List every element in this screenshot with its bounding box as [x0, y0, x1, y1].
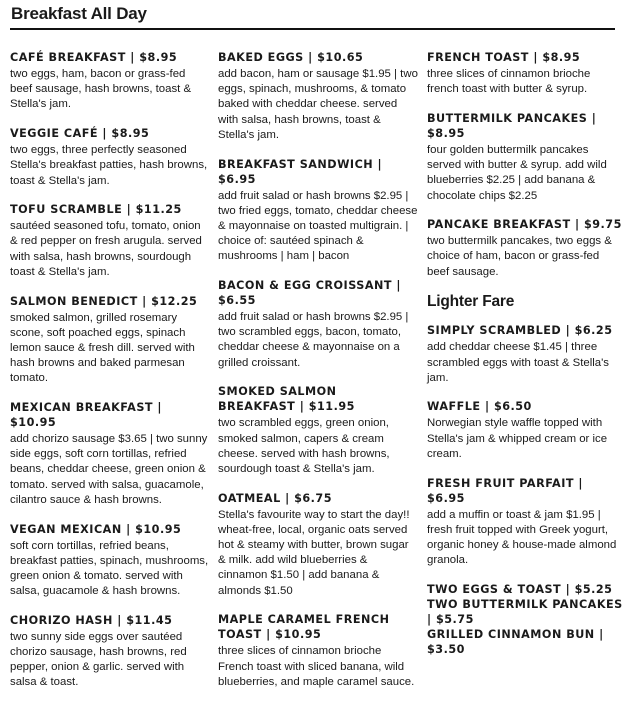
menu-item — [427, 217, 623, 280]
menu-item — [10, 50, 210, 113]
item-name-line: FRESH FRUIT PARFAIT | $6.95 — [427, 476, 583, 505]
menu-item — [427, 50, 623, 97]
item-description: two eggs, ham, bacon or grass-fed beef sausage, hash browns, toast & Stella's jam. — [10, 68, 192, 111]
menu-item — [10, 400, 210, 508]
item-name: SMOKED SALMON BREAKFAST — [218, 385, 337, 414]
item-name-line: PANCAKE BREAKFAST | $9.75 — [427, 218, 622, 232]
item-name: SIMPLY SCRAMBLED — [427, 324, 562, 338]
item-name: FRESH FRUIT PARFAIT — [427, 476, 574, 490]
item-price: $10.95 — [10, 416, 57, 430]
menu-item — [218, 491, 418, 599]
item-description: three slices of cinnamon brioche french toast with butter & syrup. — [427, 68, 591, 96]
menu-item — [218, 384, 418, 477]
item-name: BREAKFAST SANDWICH — [218, 157, 374, 171]
section-title-lighter-fare: Lighter Fare — [427, 293, 515, 311]
item-price: $5.25 — [574, 582, 613, 596]
item-description: three slices of cinnamon brioche French toast with sliced banana, wild blueberries, and maple caramel sauce. — [218, 645, 415, 688]
menu-item — [10, 522, 210, 600]
item-name-line: SALMON BENEDICT | $12.25 — [10, 294, 198, 308]
item-name: OATMEAL — [218, 491, 281, 505]
menu-item — [10, 294, 210, 387]
item-name-line: SIMPLY SCRAMBLED | $6.25 — [427, 324, 613, 338]
menu-column-3 — [427, 50, 623, 657]
menu-item — [218, 50, 418, 143]
item-name-line: BACON & EGG CROISSANT | $6.55 — [218, 279, 401, 308]
item-name: WAFFLE — [427, 400, 481, 414]
item-description: add bacon, ham or sausage $1.95 | two eggs, spinach, mushrooms, & tomato baked with cheddar cheese. served with salsa, hash browns, toast & Stella's jam. — [218, 68, 418, 141]
item-name: VEGGIE CAFÉ — [10, 127, 99, 141]
item-price: $11.95 — [308, 400, 355, 414]
item-name: BUTTERMILK PANCAKES — [427, 111, 588, 125]
menu-item — [427, 111, 623, 204]
item-price: $5.75 — [435, 612, 474, 626]
item-price: $9.75 — [583, 218, 622, 232]
item-price: $12.25 — [151, 294, 198, 308]
item-name-line: MEXICAN BREAKFAST | $10.95 — [10, 401, 162, 430]
item-name: SALMON BENEDICT — [10, 294, 138, 308]
item-description: two eggs, three perfectly seasoned Stella's breakfast patties, hash browns, toast & Stella's jam. — [10, 144, 208, 187]
item-description: Norwegian style waffle topped with Stella's jam & whipped cream or ice cream. — [427, 417, 608, 460]
item-description: add cheddar cheese $1.45 | three scrambled eggs with toast & Stella's jam. — [427, 341, 609, 384]
menu-item — [10, 613, 210, 691]
item-name-line: VEGGIE CAFÉ | $8.95 — [10, 127, 150, 141]
item-name-line: BUTTERMILK PANCAKES | $8.95 — [427, 111, 597, 140]
item-name-line: TOFU SCRAMBLE | $11.25 — [10, 203, 182, 217]
item-name-line: SMOKED SALMON BREAKFAST | $11.95 — [218, 385, 355, 414]
item-name-line: FRENCH TOAST | $8.95 — [427, 51, 581, 64]
item-description: add fruit salad or hash browns $2.95 | two scrambled eggs, bacon, tomato, cheddar cheese & mayonnaise on a grilled croissant. — [218, 311, 409, 369]
item-name: TWO BUTTERMILK PANCAKES — [427, 597, 623, 611]
item-description: sautéed seasoned tofu, tomato, onion & red pepper on fresh arugula. served with salsa, hash browns, sourdough toast & Stella's jam. — [10, 220, 202, 278]
item-name: MAPLE CARAMEL FRENCH TOAST — [218, 613, 390, 642]
item-name-line: MAPLE CARAMEL FRENCH TOAST | $10.95 — [218, 613, 390, 642]
item-description: Stella's favourite way to start the day!! wheat-free, local, organic oats served hot & steamy with butter, brown sugar & milk. add wild blueberries & cinnamon $1.50 | add banana & almonds $1.50 — [218, 508, 410, 597]
menu-column-1 — [10, 50, 210, 704]
item-price: $8.95 — [542, 51, 581, 64]
item-description: two buttermilk pancakes, two eggs & choice of ham, bacon or grass-fed beef sausage. — [427, 235, 612, 278]
menu-item — [10, 202, 210, 280]
item-name: GRILLED CINNAMON BUN — [427, 627, 595, 641]
menu-item — [427, 476, 623, 569]
item-name-line: BREAKFAST SANDWICH | $6.95 — [218, 157, 383, 186]
item-name: CAFÉ BREAKFAST — [10, 51, 126, 64]
item-price: $11.45 — [126, 613, 173, 627]
item-price: $10.65 — [317, 51, 364, 64]
item-price: $6.75 — [294, 491, 332, 505]
combo-item: TWO EGGS & TOAST | $5.25 — [427, 582, 613, 596]
menu-column-2 — [218, 50, 418, 703]
item-name: PANCAKE BREAKFAST — [427, 218, 571, 232]
item-name-line: VEGAN MEXICAN | $10.95 — [10, 522, 182, 536]
item-description: two scrambled eggs, green onion, smoked salmon, capers & cream cheese. served with hash browns, sourdough toast & Stella's jam. — [218, 417, 390, 475]
item-name: BAKED EGGS — [218, 51, 304, 64]
item-description: add chorizo sausage $3.65 | two sunny side eggs, soft corn tortillas, refried beans, cheddar cheese, green onion & tomato. served with salsa, guacamole, cilantro sauce & hash browns. — [10, 433, 208, 506]
item-name: TOFU SCRAMBLE — [10, 203, 123, 217]
combo-item: GRILLED CINNAMON BUN | $3.50 — [427, 627, 604, 656]
menu-item — [10, 126, 210, 189]
item-name-line: CHORIZO HASH | $11.45 — [10, 613, 173, 627]
item-price: $8.95 — [111, 127, 150, 141]
item-name: CHORIZO HASH — [10, 613, 113, 627]
item-price: $8.95 — [427, 126, 465, 140]
item-description: add fruit salad or hash browns $2.95 | two fried eggs, tomato, cheddar cheese & mayonnaise on toasted multigrain. | choice of: sautéed spinach & mushrooms | ham | bacon — [218, 189, 418, 263]
item-description: two sunny side eggs over sautéed chorizo sausage, hash browns, red pepper, onion & garlic. served with salsa & toast. — [10, 630, 187, 689]
item-price: $6.95 — [218, 172, 256, 186]
page-title: Breakfast All Day — [11, 4, 147, 23]
menu-item — [427, 323, 623, 386]
item-price: $8.95 — [139, 51, 178, 64]
combo-item: TWO BUTTERMILK PANCAKES | $5.75 — [427, 597, 623, 626]
item-price: $6.95 — [427, 491, 465, 505]
item-description: smoked salmon, grilled rosemary scone, soft poached eggs, spinach lemon sauce & fresh dill. served with hash browns and baked parmesan tomato. — [10, 311, 195, 385]
item-name: VEGAN MEXICAN — [10, 522, 122, 536]
item-name-line: OATMEAL | $6.75 — [218, 491, 332, 505]
item-name-line: WAFFLE | $6.50 — [427, 400, 532, 414]
item-name: TWO EGGS & TOAST — [427, 582, 562, 596]
item-name: MEXICAN BREAKFAST — [10, 401, 154, 415]
combo-list — [427, 582, 623, 657]
item-name-line: CAFÉ BREAKFAST | $8.95 — [10, 51, 178, 64]
item-name: BACON & EGG CROISSANT — [218, 279, 392, 293]
item-price: $3.50 — [427, 642, 465, 656]
item-name: FRENCH TOAST — [427, 51, 529, 64]
item-description: soft corn tortillas, refried beans, breakfast patties, spinach, mushrooms, green onion & tomato. served with salsa, guacamole & hash browns. — [10, 539, 209, 598]
item-description: add a muffin or toast & jam $1.95 | fresh fruit topped with Greek yogurt, organic honey & house-made almond granola. — [427, 508, 617, 567]
item-price: $11.25 — [135, 203, 182, 217]
item-price: $10.95 — [275, 628, 322, 642]
item-price: $6.25 — [574, 324, 613, 338]
menu-item — [218, 612, 418, 690]
item-price: $6.55 — [218, 294, 256, 308]
item-price: $6.50 — [493, 400, 532, 414]
item-price: $10.95 — [135, 522, 182, 536]
menu-item — [427, 399, 623, 462]
menu-item — [218, 278, 418, 371]
menu-header — [10, 0, 615, 30]
menu-item — [218, 157, 418, 265]
item-description: four golden buttermilk pancakes served with butter & syrup. add wild blueberries $2.25 | add banana & chocolate chips $2.25 — [427, 143, 607, 202]
item-name-line: BAKED EGGS | $10.65 — [218, 51, 364, 64]
